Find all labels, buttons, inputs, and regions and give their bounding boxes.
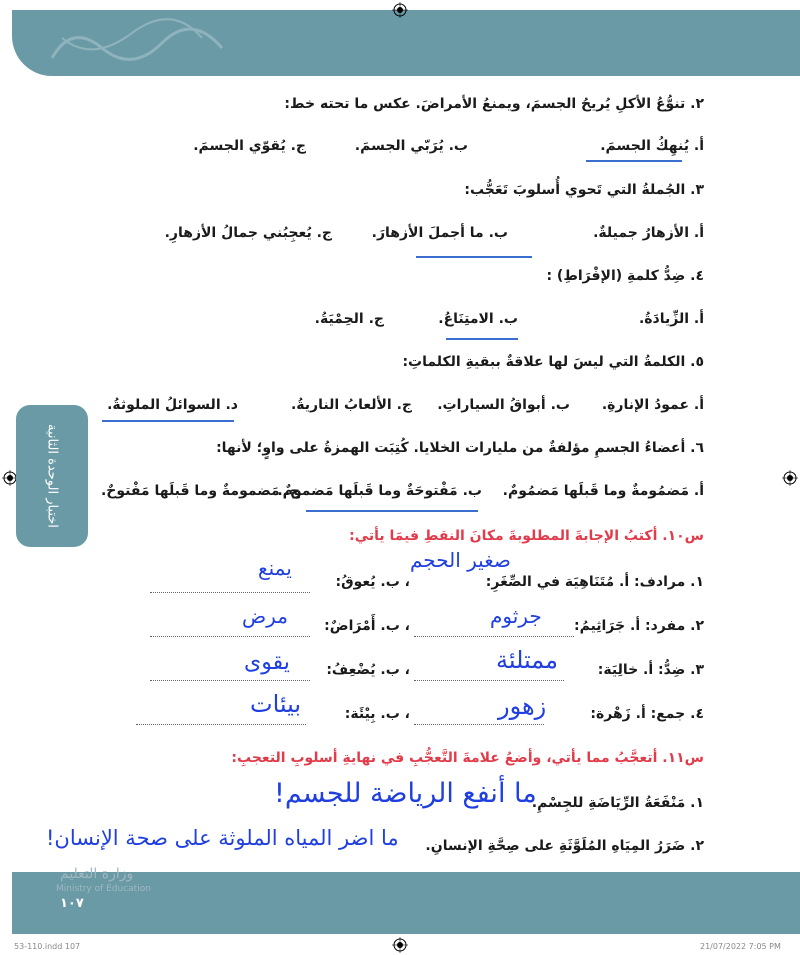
q3-option-b[interactable]: ب. ما أجملَ الأزهارَ. — [371, 225, 508, 241]
q3-option-a[interactable]: أ. الأزهارُ جميلةٌ. — [593, 225, 704, 241]
q5-option-b[interactable]: ب. أبواقُ السياراتِ. — [437, 397, 570, 413]
q2-option-c[interactable]: ج. يُقوّي الجسمَ. — [193, 138, 306, 154]
ministry-logo-text-en: Ministry of Education — [56, 884, 151, 894]
section-11-title: س١١. أتعجَّبُ مما يأتي، وأضعُ علامةَ التَّعجُّبِ في نهايةِ أسلوبِ التعجبِ: — [231, 750, 704, 766]
s10-row-3-mid: ، ب. يُضْعِفُ: — [326, 662, 410, 678]
question-5-stem: ٥. الكلمةُ التي ليسَ لها علاقةٌ ببقيةِ الكلماتِ: — [402, 354, 704, 370]
blank-dots — [150, 634, 310, 637]
answer-underline — [586, 160, 682, 162]
q4-option-b[interactable]: ب. الامتِنَاعُ. — [438, 311, 518, 327]
handwritten-answer: جرثوم — [490, 604, 542, 628]
q5-option-a[interactable]: أ. عمودُ الإنارةِ. — [601, 397, 704, 413]
handwritten-answer: ما اضر المياه الملوثة على صحة الإنسان! — [46, 826, 399, 850]
answer-underline — [446, 338, 518, 340]
handwritten-answer: يمنع — [258, 556, 292, 580]
s10-row-3-label: ٣. ضِدُّ: أ. خالِيَة: — [597, 662, 704, 678]
s10-row-2-mid: ، ب. أَمْرَاضٌ: — [324, 618, 410, 634]
answer-underline — [102, 420, 234, 422]
q6-option-c[interactable]: ج. مَضمومةٌ وما قَبلَها مَفْتوحٌ. — [100, 483, 300, 499]
registration-mark-icon — [392, 2, 408, 18]
page-number: ١٠٧ — [60, 896, 84, 911]
handwritten-answer: يقوى — [244, 650, 290, 675]
top-banner — [12, 10, 800, 76]
s10-row-4-label: ٤. جمع: أ. زَهْرة: — [590, 706, 704, 722]
s10-row-2-label: ٢. مفرد: أ. جَرَاثِيمُ: — [574, 618, 704, 634]
handwritten-answer: مرض — [242, 604, 288, 628]
registration-mark-icon — [782, 470, 798, 486]
handwritten-answer: صغير الحجم — [410, 548, 511, 572]
decorative-pattern-icon — [42, 18, 262, 68]
print-date: 21/07/2022 7:05 PM — [700, 942, 781, 951]
question-2-stem: ٢. تنوُّعُ الأكلِ يُريحُ الجسمَ، ويمنعُ الأمراضَ. عكس ما تحته خط: — [284, 96, 704, 112]
s10-row-4-mid: ، ب. بِيْئَة: — [344, 706, 410, 722]
q5-option-d[interactable]: د. السوائلُ الملوثةُ. — [107, 397, 238, 413]
q3-option-c[interactable]: ج. يُعجِبُني جمالُ الأزهارِ. — [164, 225, 332, 241]
side-tab-label: اختبار الوحدة الثانية — [44, 424, 60, 528]
blank-dots — [414, 634, 574, 637]
s10-row-1-label: ١. مرادف: أ. مُتَنَاهِيَة في الصِّغَرِ: — [485, 574, 704, 590]
question-6-stem: ٦. أعضاءُ الجسمِ مؤلفةٌ من مليارات الخلايا. كُتِبَت الهمزةُ على واوٍ؛ لأنها: — [216, 440, 704, 456]
blank-dots — [150, 678, 310, 681]
unit-test-side-tab — [16, 405, 88, 547]
s11-row-2-label: ٢. ضَرَرُ المِيَاهِ المُلَوَّثَةِ على صِحَّةِ الإنسانِ. — [425, 838, 704, 854]
handwritten-answer: زهور — [498, 692, 547, 720]
s11-row-1-label: ١. مَنْفَعَةُ الرِّيَاضَةِ للجِسْمِ. — [531, 795, 704, 811]
answer-underline — [306, 510, 478, 512]
q6-option-b[interactable]: ب. مَفْتوحَةٌ وما قَبلَها مَضمومٌ. — [277, 483, 482, 499]
blank-dots — [414, 678, 564, 681]
question-3-stem: ٣. الجُملةُ التي تَحوي أُسلوبَ تَعَجُّب: — [464, 182, 704, 198]
blank-dots — [150, 590, 310, 593]
question-4-stem: ٤. ضِدُّ كلمةِ (الإفْرَاطِ) : — [546, 268, 704, 284]
q5-option-c[interactable]: ج. الألعابُ الناريةُ. — [290, 397, 412, 413]
ministry-logo-text: وزارة التعليم — [60, 866, 134, 882]
handwritten-answer: بيئات — [250, 690, 302, 718]
answer-underline — [416, 256, 532, 258]
registration-mark-icon — [392, 937, 408, 953]
s10-row-1-mid: ، ب. يُعوقُ: — [335, 574, 410, 590]
q4-option-a[interactable]: أ. الزِّيادَةُ. — [638, 311, 704, 327]
q2-option-b[interactable]: ب. يُرَبّي الجسمَ. — [354, 138, 468, 154]
blank-dots — [414, 722, 544, 725]
file-name: 53-110.indd 107 — [14, 942, 81, 951]
handwritten-answer: ما أنفع الرياضة للجسم! — [274, 778, 537, 809]
q6-option-a[interactable]: أ. مَضمُومةٌ وما قَبلَها مَضمُومٌ. — [502, 483, 704, 499]
q2-option-a[interactable]: أ. يُنهِكُ الجسمَ. — [600, 138, 704, 154]
section-10-title: س١٠. أكتبُ الإجابةَ المطلوبةَ مكانَ النقطِ فيمَا يأتي: — [349, 528, 704, 544]
handwritten-answer: ممتلئة — [496, 646, 559, 674]
q4-option-c[interactable]: ج. الحِمْيَةُ. — [314, 311, 384, 327]
blank-dots — [136, 722, 306, 725]
